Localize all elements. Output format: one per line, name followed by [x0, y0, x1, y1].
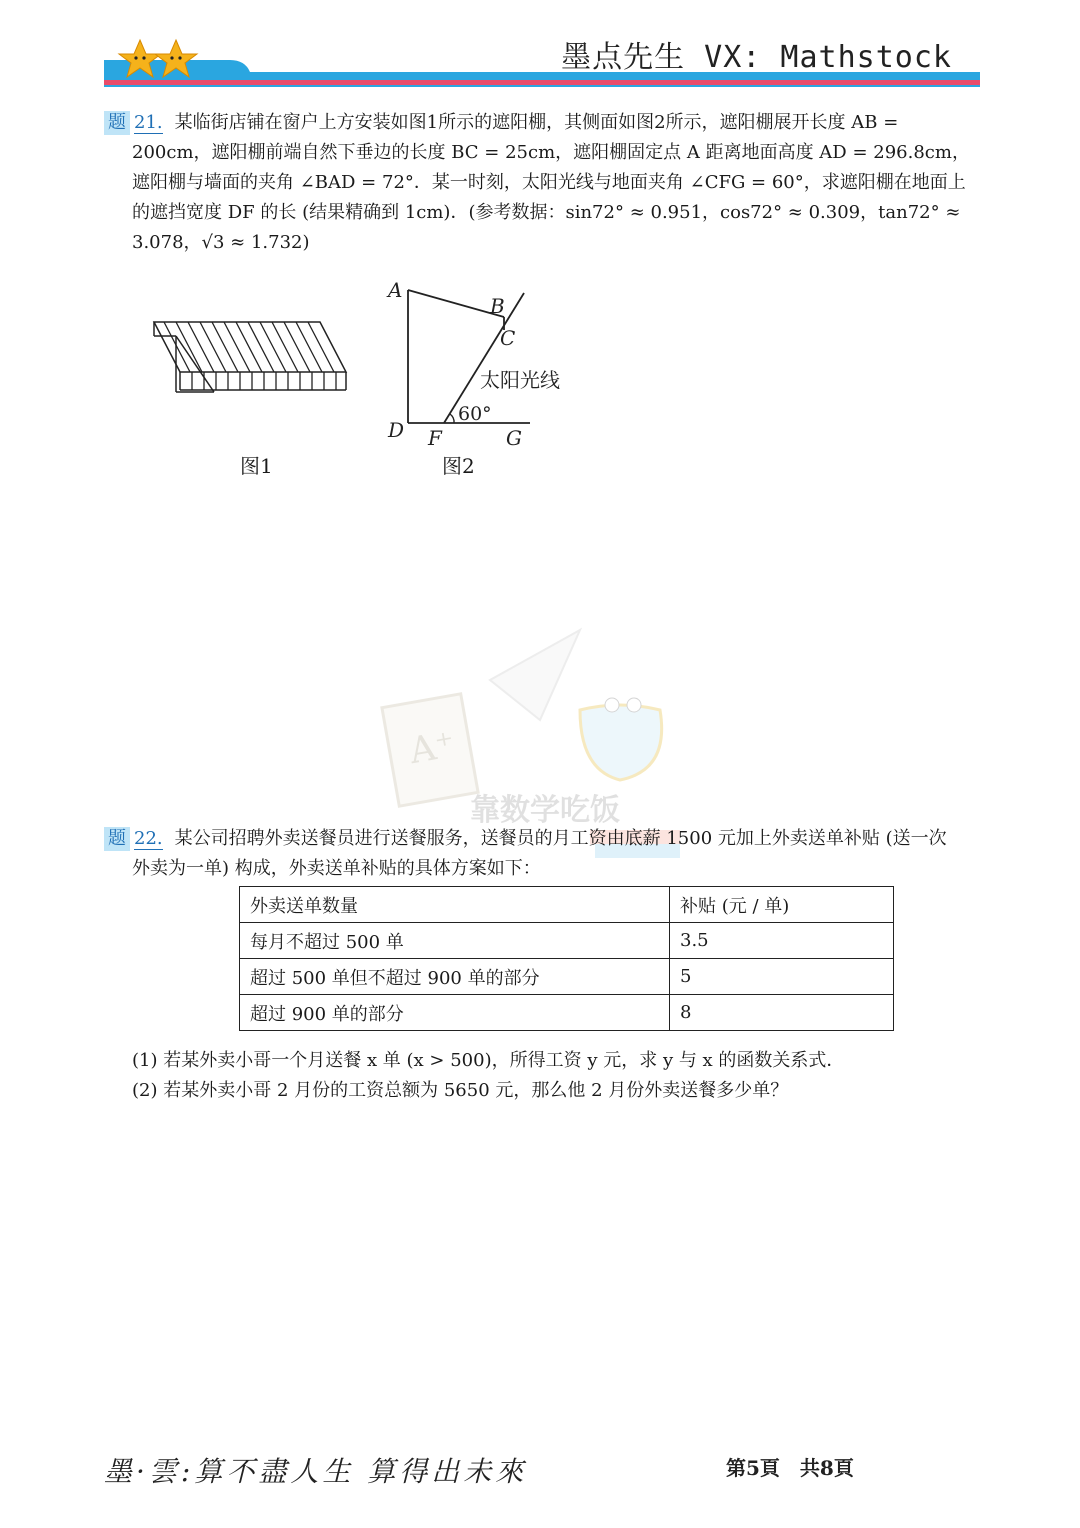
table-header-cell: 补贴 (元 / 单) [670, 887, 894, 923]
table-cell: 5 [670, 959, 894, 995]
mascot-icon [580, 698, 662, 780]
table-header-row [240, 887, 894, 923]
q21-line-3: 遮阳棚与墙面的夹角 ∠BAD = 72°．某一时刻，太阳光线与地面夹角 ∠CFG = 60°，求遮阳棚在地面上 [132, 172, 966, 193]
point-G-label: G [506, 426, 522, 450]
figure-2-side-view [380, 275, 600, 455]
point-B-label: B [490, 294, 505, 318]
point-A-label: A [388, 278, 403, 302]
sun-ray-label: 太阳光线 [480, 368, 560, 392]
q22-line-1 [104, 824, 984, 854]
question-badge: 题 [104, 827, 130, 851]
figure-2-label: 图2 [442, 454, 475, 478]
table-row [240, 923, 894, 959]
question-number: 22. [134, 828, 163, 849]
table-cell: 3.5 [670, 923, 894, 959]
question-badge: 题 [104, 111, 130, 135]
table-header-cell: 外卖送单数量 [240, 887, 670, 923]
svg-text:A⁺: A⁺ [406, 723, 458, 773]
q21-line-4: 的遮挡宽度 DF 的长 (结果精确到 1cm)．(参考数据：sin72° ≈ 0.951，cos72° ≈ 0.309，tan72° ≈ [132, 202, 961, 223]
table-cell: 超过 900 单的部分 [240, 995, 670, 1031]
point-F-label: F [428, 426, 442, 450]
notebook-icon [382, 694, 478, 806]
q21-line-5: 3.078，√3 ≈ 1.732) [132, 232, 310, 253]
q22-text-1: 某公司招聘外卖送餐员进行送餐服务，送餐员的月工资由底薪 1500 元加上外卖送单补贴 (送一次 [174, 828, 947, 849]
q21-line-1 [104, 108, 984, 138]
header-red-line [104, 80, 980, 85]
q22-sub-question-1: (1) 若某外卖小哥一个月送餐 x 单 (x > 500)，所得工资 y 元，求 y 与 x 的函数关系式． [132, 1050, 845, 1071]
angle-label: 60° [458, 403, 492, 425]
paper-plane-icon [490, 630, 580, 720]
question-21 [104, 108, 984, 258]
question-number: 21. [134, 112, 163, 133]
figure-1-awning [140, 310, 360, 410]
point-D-label: D [388, 418, 405, 442]
table-cell: 8 [670, 995, 894, 1031]
q21-text-1: 某临街店铺在窗户上方安装如图1所示的遮阳棚，其侧面如图2所示，遮阳棚展开长度 AB = [174, 112, 899, 133]
q22-line-2: 外卖为一单) 构成，外卖送单补贴的具体方案如下： [132, 858, 541, 879]
watermark-text: 靠数学吃饭 [470, 793, 620, 828]
table-cell: 每月不超过 500 单 [240, 923, 670, 959]
q22-sub-question-2: (2) 若某外卖小哥 2 月份的工资总额为 5650 元，那么他 2 月份外卖送餐多少单？ [132, 1080, 789, 1101]
figure-1-label: 图1 [240, 454, 273, 478]
subsidy-table [239, 886, 894, 1031]
footer-motto: 墨·雲:算不盡人生 算得出未來 [104, 1455, 528, 1488]
table-row [240, 959, 894, 995]
page-number: 第5頁 共8頁 [726, 1456, 854, 1480]
table-row [240, 995, 894, 1031]
point-C-label: C [500, 326, 516, 350]
page-header [0, 0, 1080, 100]
q21-line-2: 200cm，遮阳棚前端自然下垂边的长度 BC = 25cm，遮阳棚固定点 A 距离地面高度 AD = 296.8cm， [132, 142, 970, 163]
header-brand: 墨点先生 VX: Mathstock [561, 40, 952, 75]
table-cell: 超过 500 单但不超过 900 单的部分 [240, 959, 670, 995]
question-22 [104, 824, 984, 884]
header-thin-line [104, 85, 980, 87]
